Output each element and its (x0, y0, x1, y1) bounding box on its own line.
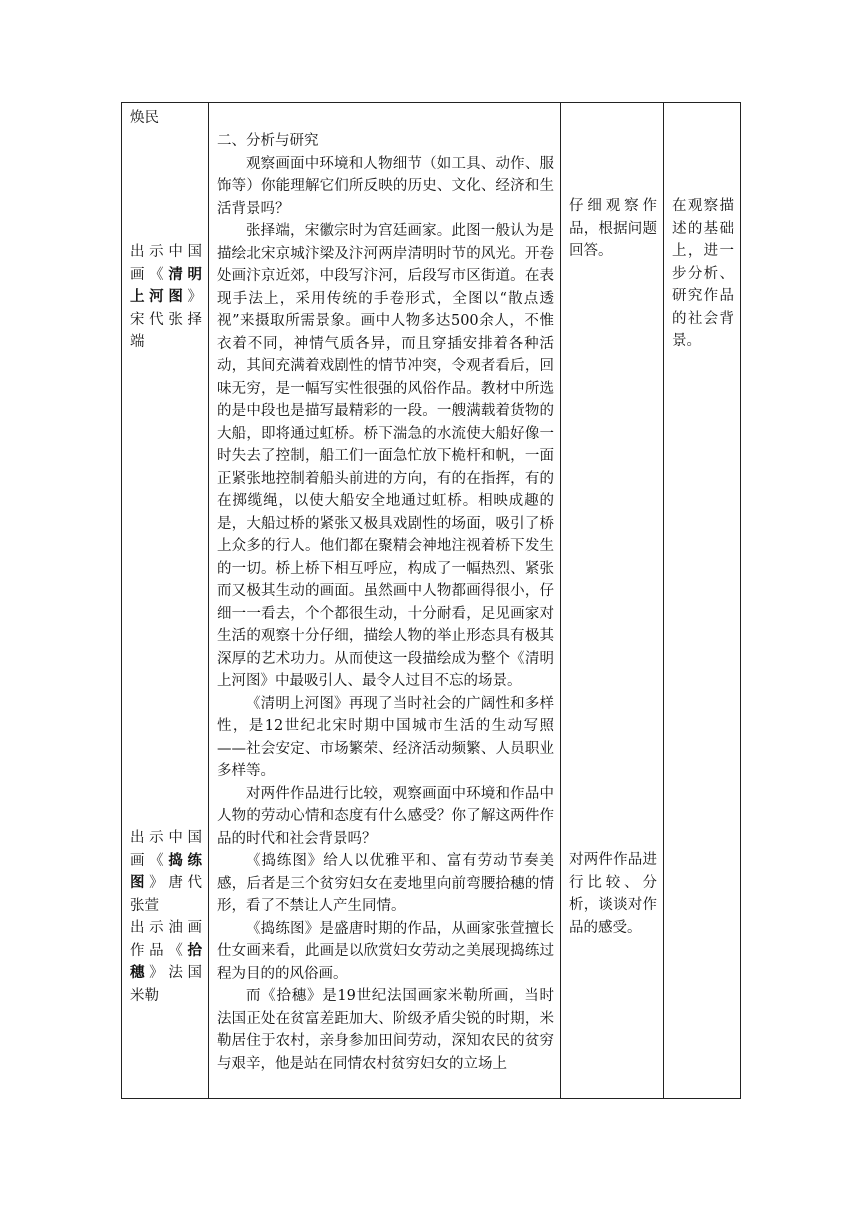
design-intent-cell (664, 103, 741, 1099)
paragraph-7: 而《拾穗》是19世纪法国画家米勒所画，当时法国正处在贫富差距加大、阶级矛盾尖锐的时期，米勒居住于农村，亲身参加田间劳动，深知农民的贫穷与艰辛，他是站在同情农村贫穷妇女的立场上 (217, 988, 554, 1072)
show-qingming-text: 出示中国画《清明上河图》宋代张择端 (130, 244, 203, 350)
section-heading: 二、分析与研究 (217, 133, 319, 149)
paragraph-6: 《捣练图》是盛唐时期的作品，从画家张萱擅长仕女画来看，此画是以欣赏妇女劳动之美展现捣练过程为目的的风俗画。 (217, 920, 554, 982)
cell-text-top: 焕民 (130, 110, 159, 126)
student-activity-cell (561, 103, 664, 1099)
paragraph-3: 《清明上河图》再现了当时社会的广阔性和多样性，是12世纪北宋时期中国城市生活的生动写照——社会安定、市场繁荣、经济活动频繁、人员职业多样等。 (217, 695, 554, 779)
teacher-activity-cell (122, 103, 209, 1099)
paragraph-5: 《捣练图》给人以优雅平和、富有劳动节奏美感，后者是三个贫穷妇女在麦地里向前弯腰拾穗的情形，看了不禁让人产生同情。 (217, 853, 554, 914)
student-activity-2: 对两件作品进行比较、分析，谈谈对作品的感受。 (569, 852, 657, 936)
show-daolian-text: 出示中国画《捣练图》唐代张萱 (130, 830, 203, 914)
paragraph-4: 对两件作品进行比较，观察画面中环境和作品中人物的劳动心情和态度有什么感受？你了解这两件作品的时代和社会背景吗？ (217, 785, 554, 847)
paragraph-1: 观察画面中环境和人物细节（如工具、动作、服饰等）你能理解它们所反映的历史、文化、经济和生活背景吗？ (217, 155, 554, 217)
content-cell (209, 103, 561, 1099)
shisui-title: 拾穗 (130, 941, 202, 981)
paragraph-2: 张择端，宋徽宗时为宫廷画家。此图一般认为是描绘北宋京城汴梁及汴河两岸清明时节的风光。开卷处画汴京近郊，中段写汴河，后段写市区街道。在表现手法上，采用传统的手卷形式，全图以“散点透视”来摄取所需景象。画中人物多达500余人，不惟衣着不同，神情气质各异，而且穿插安排着各种活动，其间充满着戏剧性的情节冲突，令观者看后，回味无穷，是一幅写实性很强的风俗作品。教材中所选的是中段也是描写最精彩的一段。一艘满载着货物的大船，即将通过虹桥。桥下湍急的水流使大船好像一时失去了控制，船工们一面急忙放下桅杆和帆，一面正紧张地控制着船头前进的方向，有的在指挥，有的在掷缆绳，以使大船安全地通过虹桥。相映成趣的是，大船过桥的紧张又极具戏剧性的场面，吸引了桥上众多的行人。他们都在聚精会神地注视着桥下发生的一切。桥上桥下相互呼应，构成了一幅热烈、紧张而又极其生动的画面。虽然画中人物都画得很小，仔细一一看去，个个都很生动，十分耐看，足见画家对生活的观察十分仔细，描绘人物的举止形态具有极其深厚的艺术功力。从而使这一段描绘成为整个《清明上河图》中最吸引人、最令人过目不忘的场景。 (217, 223, 554, 689)
student-activity-1: 仔细观察作品，根据问题回答。 (569, 198, 657, 259)
daolian-title: 捣练图 (130, 851, 203, 891)
qingming-title: 清明上河图 (130, 265, 203, 305)
table-row (122, 103, 741, 1099)
design-intent-1: 在观察描述的基础上，进一步分析、研究作品的社会背景。 (672, 198, 734, 349)
lesson-plan-table (121, 102, 741, 1099)
show-shisui-text: 出示油画作品《拾穗》法国米勒 (130, 920, 203, 1004)
